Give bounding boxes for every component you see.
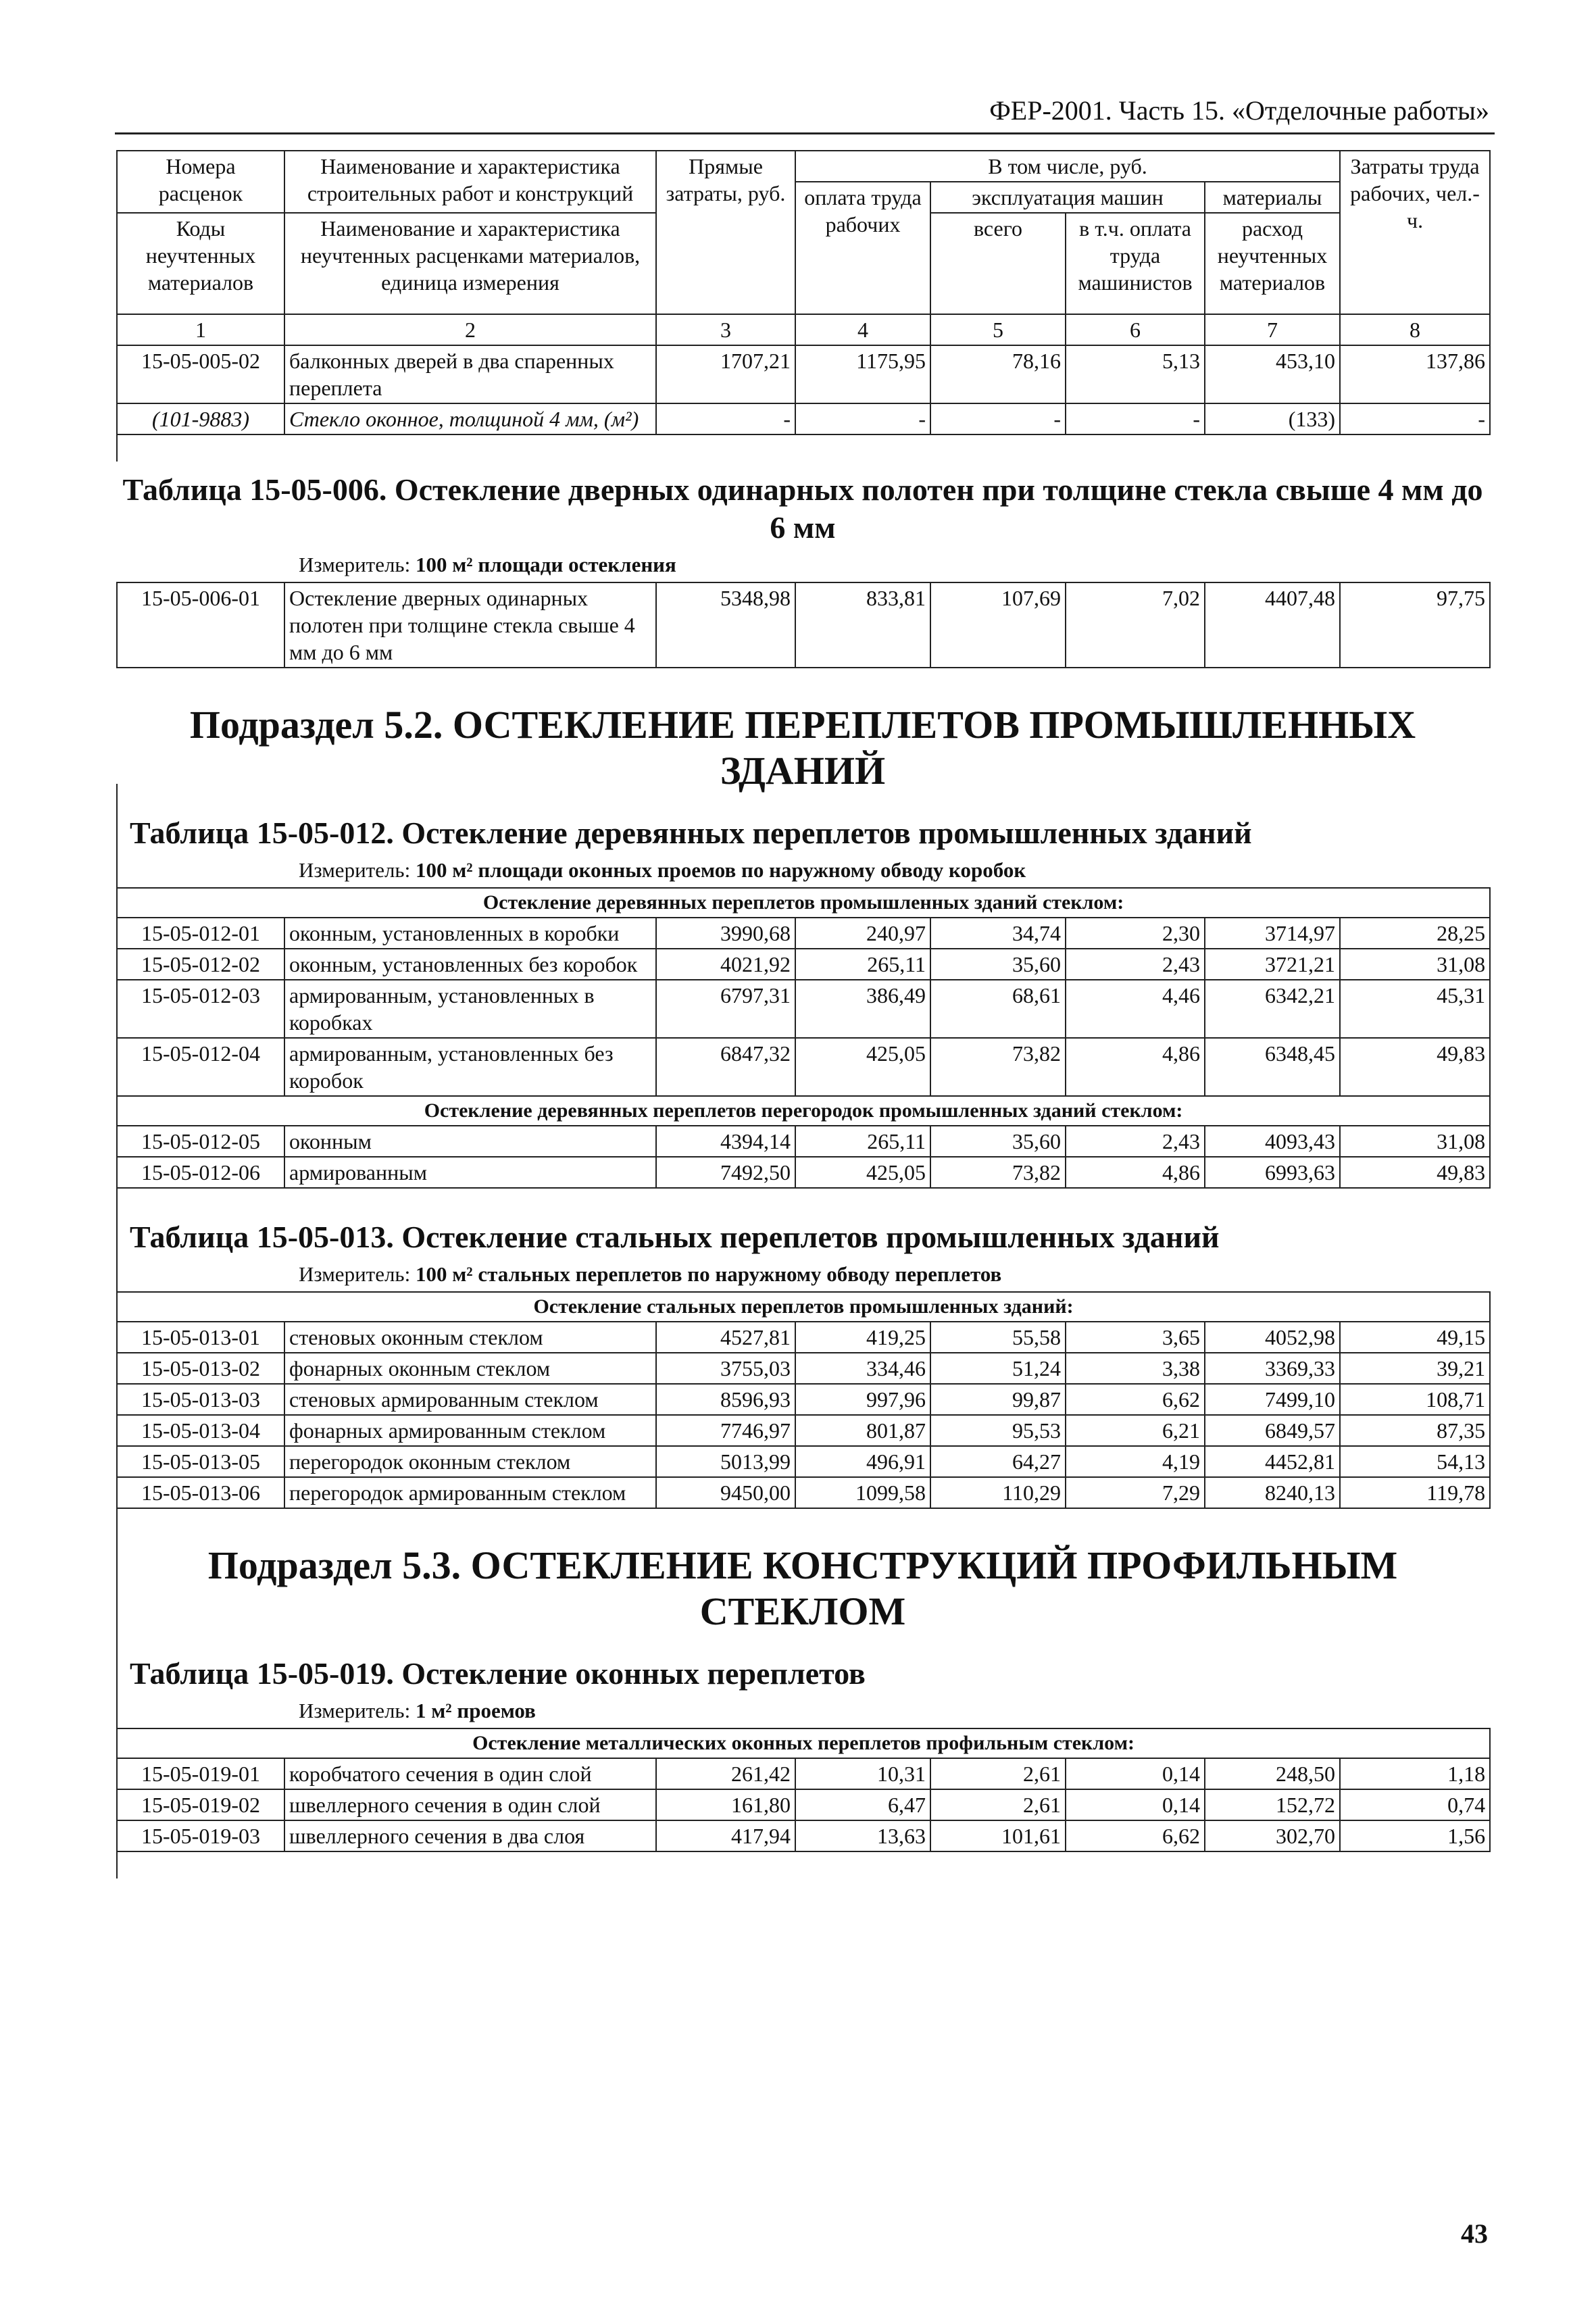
hdr-labor-pay: оплата труда рабочих [795, 182, 930, 314]
work-name: фонарных армированным стеклом [284, 1415, 656, 1446]
rate-code: 15-05-019-02 [117, 1789, 284, 1820]
group-heading: Остекление деревянных переплетов перегородок промышленных зданий стеклом: [117, 1096, 1490, 1126]
value-labor-pay: 425,05 [795, 1038, 930, 1096]
table-title: Таблица 15-05-006. Остекление дверных одинарных полотен при толщине стекла свыше 4 мм до 6 мм [122, 472, 1483, 545]
hdr-materials: материалы [1205, 182, 1340, 213]
rate-code: 15-05-012-03 [117, 980, 284, 1038]
value-labor-pay: 1175,95 [795, 345, 930, 403]
hdr-name: Наименование и характеристика строительных работ и конструкций [284, 151, 656, 213]
value-machinist-pay: 2,43 [1066, 1126, 1205, 1157]
main-table-header [116, 150, 1491, 462]
value-labor-pay: 801,87 [795, 1415, 930, 1446]
value-materials: 3714,97 [1205, 918, 1340, 949]
value-materials: 248,50 [1205, 1758, 1340, 1789]
hdr-material-name: Наименование и характеристика неучтенных расценками материалов, единица измерения [284, 213, 656, 314]
value-materials: 4093,43 [1205, 1126, 1340, 1157]
value-labor-hours: - [1340, 403, 1490, 434]
meter-value: 100 м² стальных переплетов по наружному обводу переплетов [415, 1262, 1002, 1286]
value-labor-hours: 54,13 [1340, 1446, 1490, 1477]
value-materials: (133) [1205, 403, 1340, 434]
rate-code: (101-9883) [117, 403, 284, 434]
value-labor-pay: 833,81 [795, 582, 930, 668]
work-name: стеновых оконным стеклом [284, 1322, 656, 1353]
value-machines-total: 110,29 [930, 1477, 1066, 1508]
value-machinist-pay: 4,19 [1066, 1446, 1205, 1477]
value-materials: 6993,63 [1205, 1157, 1340, 1188]
value-machines-total: 55,58 [930, 1322, 1066, 1353]
work-name: оконным, установленных в коробки [284, 918, 656, 949]
value-direct-costs: 8596,93 [656, 1384, 795, 1415]
value-materials: 4407,48 [1205, 582, 1340, 668]
value-direct-costs: 417,94 [656, 1820, 795, 1851]
meter-value: 100 м² площади оконных проемов по наружному обводу коробок [415, 858, 1026, 882]
value-labor-hours: 0,74 [1340, 1789, 1490, 1820]
value-materials: 453,10 [1205, 345, 1340, 403]
value-labor-pay: 240,97 [795, 918, 930, 949]
group-heading: Остекление деревянных переплетов промышленных зданий стеклом: [117, 888, 1490, 918]
value-direct-costs: 4394,14 [656, 1126, 795, 1157]
value-direct-costs: 5013,99 [656, 1446, 795, 1477]
subsection-title: Подраздел 5.3. ОСТЕКЛЕНИЕ КОНСТРУКЦИЙ ПРОФИЛЬНЫМ СТЕКЛОМ [207, 1543, 1398, 1633]
meter-label: Измеритель: [299, 1699, 411, 1722]
table-row [117, 1126, 1490, 1157]
hdr-direct-costs: Прямые затраты, руб. [656, 151, 795, 314]
value-labor-pay: 6,47 [795, 1789, 930, 1820]
work-name: балконных дверей в два спаренных переплета [284, 345, 656, 403]
col-number: 6 [1066, 314, 1205, 345]
value-machines-total: 2,61 [930, 1758, 1066, 1789]
value-machines-total: 107,69 [930, 582, 1066, 668]
value-machinist-pay: 3,38 [1066, 1353, 1205, 1384]
value-direct-costs: - [656, 403, 795, 434]
value-materials: 6849,57 [1205, 1415, 1340, 1446]
value-labor-hours: 31,08 [1340, 949, 1490, 980]
rate-code: 15-05-012-04 [117, 1038, 284, 1096]
meter-label: Измеритель: [299, 858, 411, 882]
rate-code: 15-05-013-04 [117, 1415, 284, 1446]
table-row [117, 582, 1490, 668]
work-name: перегородок оконным стеклом [284, 1446, 656, 1477]
value-direct-costs: 161,80 [656, 1789, 795, 1820]
col-number: 1 [117, 314, 284, 345]
table-title: Таблица 15-05-012. Остекление деревянных переплетов промышленных зданий [130, 816, 1252, 850]
value-labor-hours: 49,83 [1340, 1157, 1490, 1188]
value-machinist-pay: 0,14 [1066, 1758, 1205, 1789]
work-name: оконным [284, 1126, 656, 1157]
rate-code: 15-05-013-03 [117, 1384, 284, 1415]
value-labor-pay: 13,63 [795, 1820, 930, 1851]
table-row [117, 1322, 1490, 1353]
value-direct-costs: 7746,97 [656, 1415, 795, 1446]
value-labor-pay: 997,96 [795, 1384, 930, 1415]
hdr-labor-cost: Затраты труда рабочих, чел.-ч. [1340, 151, 1490, 314]
col-number: 4 [795, 314, 930, 345]
value-machinist-pay: 2,43 [1066, 949, 1205, 980]
value-machinist-pay: 7,29 [1066, 1477, 1205, 1508]
table-row [117, 1415, 1490, 1446]
col-number: 7 [1205, 314, 1340, 345]
value-labor-pay: 1099,58 [795, 1477, 930, 1508]
meter-value: 1 м² проемов [415, 1699, 536, 1722]
value-direct-costs: 1707,21 [656, 345, 795, 403]
work-name: перегородок армированным стеклом [284, 1477, 656, 1508]
value-machines-total: 35,60 [930, 1126, 1066, 1157]
value-direct-costs: 4021,92 [656, 949, 795, 980]
value-machines-total: 95,53 [930, 1415, 1066, 1446]
rate-code: 15-05-012-01 [117, 918, 284, 949]
value-machinist-pay: - [1066, 403, 1205, 434]
value-direct-costs: 261,42 [656, 1758, 795, 1789]
work-name: Остекление дверных одинарных полотен при толщине стекла свыше 4 мм до 6 мм [284, 582, 656, 668]
value-labor-hours: 28,25 [1340, 918, 1490, 949]
rate-code: 15-05-013-01 [117, 1322, 284, 1353]
rate-code: 15-05-012-05 [117, 1126, 284, 1157]
table-row [117, 345, 1490, 403]
table-meter [116, 1262, 1489, 1287]
rate-code: 15-05-005-02 [117, 345, 284, 403]
work-name: швеллерного сечения в два слоя [284, 1820, 656, 1851]
value-machines-total: 34,74 [930, 918, 1066, 949]
table-meter [116, 857, 1489, 883]
value-machinist-pay: 5,13 [1066, 345, 1205, 403]
value-labor-hours: 39,21 [1340, 1353, 1490, 1384]
table-15-05-013 [116, 1291, 1491, 1509]
table-row [117, 1038, 1490, 1096]
value-machinist-pay: 4,86 [1066, 1157, 1205, 1188]
table-title: Таблица 15-05-013. Остекление стальных переплетов промышленных зданий [130, 1220, 1220, 1254]
value-machinist-pay: 6,62 [1066, 1820, 1205, 1851]
group-heading: Остекление стальных переплетов промышленных зданий: [117, 1292, 1490, 1322]
value-materials: 3369,33 [1205, 1353, 1340, 1384]
value-machines-total: 35,60 [930, 949, 1066, 980]
value-materials: 4452,81 [1205, 1446, 1340, 1477]
value-machinist-pay: 4,46 [1066, 980, 1205, 1038]
value-machines-total: 51,24 [930, 1353, 1066, 1384]
value-materials: 302,70 [1205, 1820, 1340, 1851]
subsection-title: Подраздел 5.2. ОСТЕКЛЕНИЕ ПЕРЕПЛЕТОВ ПРОМЫШЛЕННЫХ ЗДАНИЙ [189, 703, 1416, 793]
work-name: армированным, установленных в коробках [284, 980, 656, 1038]
rate-code: 15-05-013-02 [117, 1353, 284, 1384]
value-direct-costs: 3990,68 [656, 918, 795, 949]
table-meter [116, 552, 1489, 578]
hdr-codes: Номера расценок [117, 151, 284, 213]
value-machinist-pay: 6,21 [1066, 1415, 1205, 1446]
value-machinist-pay: 3,65 [1066, 1322, 1205, 1353]
hdr-machines-incl: в т.ч. оплата труда машинистов [1066, 213, 1205, 314]
hdr-materials-use: расход неучтенных материалов [1205, 213, 1340, 314]
value-labor-hours: 45,31 [1340, 980, 1490, 1038]
value-labor-hours: 97,75 [1340, 582, 1490, 668]
value-labor-pay: 425,05 [795, 1157, 930, 1188]
value-machinist-pay: 4,86 [1066, 1038, 1205, 1096]
work-name: оконным, установленных без коробок [284, 949, 656, 980]
work-name: коробчатого сечения в один слой [284, 1758, 656, 1789]
value-labor-hours: 137,86 [1340, 345, 1490, 403]
hdr-including: В том числе, руб. [795, 151, 1340, 182]
work-name: фонарных оконным стеклом [284, 1353, 656, 1384]
value-direct-costs: 4527,81 [656, 1322, 795, 1353]
table-row [117, 1789, 1490, 1820]
value-machines-total: 64,27 [930, 1446, 1066, 1477]
value-materials: 6342,21 [1205, 980, 1340, 1038]
rate-code: 15-05-006-01 [117, 582, 284, 668]
value-labor-pay: 496,91 [795, 1446, 930, 1477]
value-machines-total: 68,61 [930, 980, 1066, 1038]
meter-value: 100 м² площади остекления [415, 553, 676, 576]
value-labor-pay: 334,46 [795, 1353, 930, 1384]
col-number: 8 [1340, 314, 1490, 345]
col-number: 3 [656, 314, 795, 345]
rate-code: 15-05-012-06 [117, 1157, 284, 1188]
value-labor-hours: 49,83 [1340, 1038, 1490, 1096]
rate-code: 15-05-013-06 [117, 1477, 284, 1508]
running-head: ФЕР-2001. Часть 15. «Отделочные работы» [989, 95, 1489, 126]
rate-code: 15-05-019-03 [117, 1820, 284, 1851]
table-row [117, 1384, 1490, 1415]
table-title: Таблица 15-05-019. Остекление оконных переплетов [130, 1656, 866, 1691]
value-machinist-pay: 2,30 [1066, 918, 1205, 949]
value-labor-hours: 1,18 [1340, 1758, 1490, 1789]
column-numbers-row [117, 314, 1490, 345]
work-name: армированным [284, 1157, 656, 1188]
value-direct-costs: 5348,98 [656, 582, 795, 668]
value-labor-pay: - [795, 403, 930, 434]
value-machinist-pay: 7,02 [1066, 582, 1205, 668]
value-materials: 6348,45 [1205, 1038, 1340, 1096]
value-direct-costs: 9450,00 [656, 1477, 795, 1508]
value-direct-costs: 7492,50 [656, 1157, 795, 1188]
hdr-machines-total: всего [930, 213, 1066, 314]
value-materials: 4052,98 [1205, 1322, 1340, 1353]
value-materials: 7499,10 [1205, 1384, 1340, 1415]
value-labor-pay: 265,11 [795, 949, 930, 980]
table-15-05-012 [116, 887, 1491, 1189]
value-direct-costs: 6847,32 [656, 1038, 795, 1096]
group-heading: Остекление металлических оконных переплетов профильным стеклом: [117, 1728, 1490, 1758]
table-15-05-019 [116, 1728, 1491, 1852]
table-row [117, 918, 1490, 949]
rate-code: 15-05-012-02 [117, 949, 284, 980]
col-number: 5 [930, 314, 1066, 345]
hdr-material-codes: Коды неучтенных материалов [117, 213, 284, 314]
value-machines-total: 101,61 [930, 1820, 1066, 1851]
value-labor-pay: 265,11 [795, 1126, 930, 1157]
table-row [117, 949, 1490, 980]
table-row [117, 1477, 1490, 1508]
value-machines-total: - [930, 403, 1066, 434]
value-machinist-pay: 0,14 [1066, 1789, 1205, 1820]
value-labor-hours: 31,08 [1340, 1126, 1490, 1157]
meter-label: Измеритель: [299, 1262, 411, 1286]
work-name: швеллерного сечения в один слой [284, 1789, 656, 1820]
value-machinist-pay: 6,62 [1066, 1384, 1205, 1415]
value-labor-hours: 1,56 [1340, 1820, 1490, 1851]
value-machines-total: 99,87 [930, 1384, 1066, 1415]
value-labor-hours: 108,71 [1340, 1384, 1490, 1415]
hdr-machines: эксплуатация машин [930, 182, 1205, 213]
table-row [117, 1157, 1490, 1188]
value-direct-costs: 6797,31 [656, 980, 795, 1038]
value-labor-pay: 10,31 [795, 1758, 930, 1789]
value-labor-pay: 386,49 [795, 980, 930, 1038]
table-row [117, 1820, 1490, 1851]
col-number: 2 [284, 314, 656, 345]
table-row [117, 1353, 1490, 1384]
header-rule [115, 132, 1495, 134]
value-machines-total: 73,82 [930, 1157, 1066, 1188]
rate-code: 15-05-013-05 [117, 1446, 284, 1477]
work-name: Стекло оконное, толщиной 4 мм, (м²) [284, 403, 656, 434]
value-machines-total: 78,16 [930, 345, 1066, 403]
value-labor-hours: 119,78 [1340, 1477, 1490, 1508]
value-machines-total: 73,82 [930, 1038, 1066, 1096]
page-number: 43 [1461, 2218, 1488, 2249]
table-row [117, 980, 1490, 1038]
value-labor-pay: 419,25 [795, 1322, 930, 1353]
table-row [117, 403, 1490, 434]
meter-label: Измеритель: [299, 553, 411, 576]
value-direct-costs: 3755,03 [656, 1353, 795, 1384]
value-labor-hours: 49,15 [1340, 1322, 1490, 1353]
price-sheet [116, 150, 1489, 1852]
value-materials: 8240,13 [1205, 1477, 1340, 1508]
table-15-05-006 [116, 582, 1491, 668]
value-machines-total: 2,61 [930, 1789, 1066, 1820]
work-name: стеновых армированным стеклом [284, 1384, 656, 1415]
table-row [117, 1758, 1490, 1789]
rate-code: 15-05-019-01 [117, 1758, 284, 1789]
value-materials: 152,72 [1205, 1789, 1340, 1820]
table-meter [116, 1698, 1489, 1724]
table-row [117, 1446, 1490, 1477]
value-materials: 3721,21 [1205, 949, 1340, 980]
work-name: армированным, установленных без коробок [284, 1038, 656, 1096]
value-labor-hours: 87,35 [1340, 1415, 1490, 1446]
